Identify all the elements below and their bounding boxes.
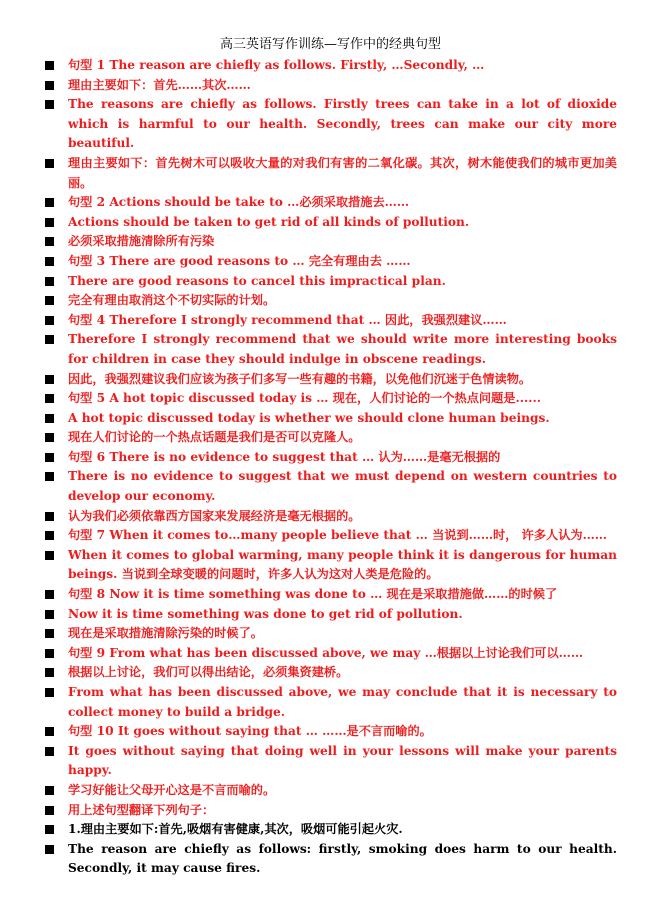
square-bullet-icon (45, 198, 54, 207)
square-bullet-icon (45, 472, 54, 481)
square-bullet-icon (45, 414, 54, 423)
list-item-text: 根据以上讨论，我们可以得出结论，必须集资建桥。 (68, 665, 349, 680)
list-item (44, 781, 617, 801)
list-item-text: 1.理由主要如下:首先,吸烟有害健康,其次，吸烟可能引起火灾. (68, 822, 403, 837)
list-item (44, 252, 617, 272)
list-item-text: Therefore I strongly recommend that we should write more interesting books for children in case they should indulge in obscene readings. (68, 332, 617, 366)
square-bullet-icon (45, 512, 54, 521)
list-item-text: The reasons are chiefly as follows. Firstly trees can take in a lot of dioxide which is harmful to our health. Secondly, trees can make our city more beautiful. (68, 97, 617, 151)
list-item-text: 理由主要如下：首先……其次…… (68, 77, 251, 92)
square-bullet-icon (45, 590, 54, 599)
square-bullet-icon (45, 610, 54, 619)
list-item-text: 句型 9 From what has been discussed above, we may …根据以上讨论我们可以…… (68, 645, 584, 660)
list-item-text: Actions should be taken to get rid of all kinds of pollution. (68, 214, 470, 229)
square-bullet-icon (45, 316, 54, 325)
list-item-text: There are good reasons to cancel this impractical plan. (68, 273, 446, 288)
list-item-text: 句型 7 When it comes to…many people believe that … 当说到……时， 许多人认为…… (68, 528, 607, 543)
square-bullet-icon (45, 825, 54, 834)
list-item (44, 370, 617, 390)
square-bullet-icon (45, 257, 54, 266)
square-bullet-icon (45, 61, 54, 70)
list-item-text: 句型 5 A hot topic discussed today is … 现在，人们讨论的一个热点问题是...... (68, 391, 541, 406)
list-item (44, 95, 617, 154)
list-item (44, 76, 617, 96)
square-bullet-icon (45, 649, 54, 658)
square-bullet-icon (45, 551, 54, 560)
document-title: 高三英语写作训练—写作中的经典句型 (219, 37, 441, 52)
list-item-text: 句型 10 It goes without saying that … ……是不言而喻的。 (68, 724, 432, 739)
list-item (44, 801, 617, 821)
square-bullet-icon (45, 237, 54, 246)
list-item-text: 完全有理由取消这个不切实际的计划。 (68, 293, 276, 308)
list-item-text: 学习好能让父母开心这是不言而喻的。 (68, 782, 276, 797)
square-bullet-icon (45, 159, 54, 168)
list-item-text: 句型 6 There is no evidence to suggest that … 认为……是毫无根据的 (68, 449, 501, 464)
list-item (44, 624, 617, 644)
square-bullet-icon (45, 218, 54, 227)
list-item-text: There is no evidence to suggest that we must depend on western countries to develop our economy. (68, 469, 617, 504)
list-item-text: 句型 4 Therefore I strongly recommend that … 因此，我强烈建议…… (68, 312, 507, 327)
list-item-text: The reason are chiefly as follows: firstly, smoking does harm to our health. Secondly, it may cause fires. (68, 841, 617, 876)
list-item (44, 820, 617, 840)
list-item (44, 507, 617, 527)
square-bullet-icon (45, 727, 54, 736)
list-item (44, 389, 617, 409)
list-item (44, 722, 617, 742)
list-item (44, 291, 617, 311)
square-bullet-icon (45, 394, 54, 403)
list-item-text: Now it is time something was done to get rid of pollution. (68, 606, 463, 621)
list-item-text: 必须采取措施清除所有污染 (68, 234, 215, 249)
square-bullet-icon (45, 100, 54, 109)
list-item (44, 683, 617, 722)
list-item (44, 585, 617, 605)
list-item (44, 742, 617, 781)
list-item-text: 用上述句型翻译下列句子： (68, 802, 215, 817)
square-bullet-icon (45, 629, 54, 638)
square-bullet-icon (45, 747, 54, 756)
list-item-text: 句型 1 The reason are chiefly as follows. Firstly, …Secondly, … (68, 58, 485, 72)
list-item (44, 193, 617, 213)
list-item (44, 526, 617, 546)
list-item-text: It goes without saying that doing well in your lessons will make your parents happy. (68, 743, 617, 778)
square-bullet-icon (45, 786, 54, 795)
list-item (44, 409, 617, 429)
sentence-pattern-list (44, 56, 617, 879)
list-item-text: 认为我们必须依靠西方国家来发展经济是毫无根据的。 (68, 508, 361, 523)
list-item (44, 311, 617, 331)
list-item (44, 154, 617, 193)
list-item-text: 理由主要如下：首先树木可以吸收大量的对我们有害的二氧化碳。其次，树木能使我们的城市更加美丽。 (68, 155, 617, 190)
square-bullet-icon (45, 688, 54, 697)
list-item-text: 句型 2 Actions should be take to …必须采取措施去…… (68, 195, 410, 210)
square-bullet-icon (45, 81, 54, 90)
list-item (44, 546, 617, 585)
list-item (44, 605, 617, 625)
list-item (44, 467, 617, 506)
square-bullet-icon (45, 335, 54, 344)
square-bullet-icon (45, 806, 54, 815)
square-bullet-icon (45, 433, 54, 442)
list-item (44, 644, 617, 664)
list-item-text: 句型 8 Now it is time something was done to … 现在是采取措施做……的时候了 (68, 587, 558, 602)
list-item (44, 213, 617, 233)
square-bullet-icon (45, 296, 54, 305)
list-item (44, 272, 617, 292)
list-item-text: From what has been discussed above, we may conclude that it is necessary to collect money to build a bridge. (68, 685, 617, 719)
list-item-text: When it comes to global warming, many people think it is dangerous for human beings. 当说到全球变暖的问题时，许多人认为这对人类是危险的。 (68, 547, 617, 582)
square-bullet-icon (45, 453, 54, 462)
list-item (44, 428, 617, 448)
list-item (44, 840, 617, 879)
list-item (44, 330, 617, 369)
square-bullet-icon (45, 845, 54, 854)
square-bullet-icon (45, 531, 54, 540)
list-item-text: 现在人们讨论的一个热点话题是我们是否可以克隆人。 (68, 430, 361, 445)
list-item-text: A hot topic discussed today is whether we should clone human beings. (68, 410, 550, 425)
square-bullet-icon (45, 277, 54, 286)
list-item (44, 56, 617, 76)
list-item (44, 232, 617, 252)
list-item (44, 448, 617, 468)
list-item (44, 663, 617, 683)
square-bullet-icon (45, 668, 54, 677)
list-item-text: 因此，我强烈建议我们应该为孩子们多写一些有趣的书籍，以免他们沉迷于色情读物。 (68, 371, 532, 386)
square-bullet-icon (45, 375, 54, 384)
list-item-text: 现在是采取措施清除污染的时候了。 (68, 626, 263, 641)
list-item-text: 句型 3 There are good reasons to … 完全有理由去 …… (68, 253, 411, 268)
